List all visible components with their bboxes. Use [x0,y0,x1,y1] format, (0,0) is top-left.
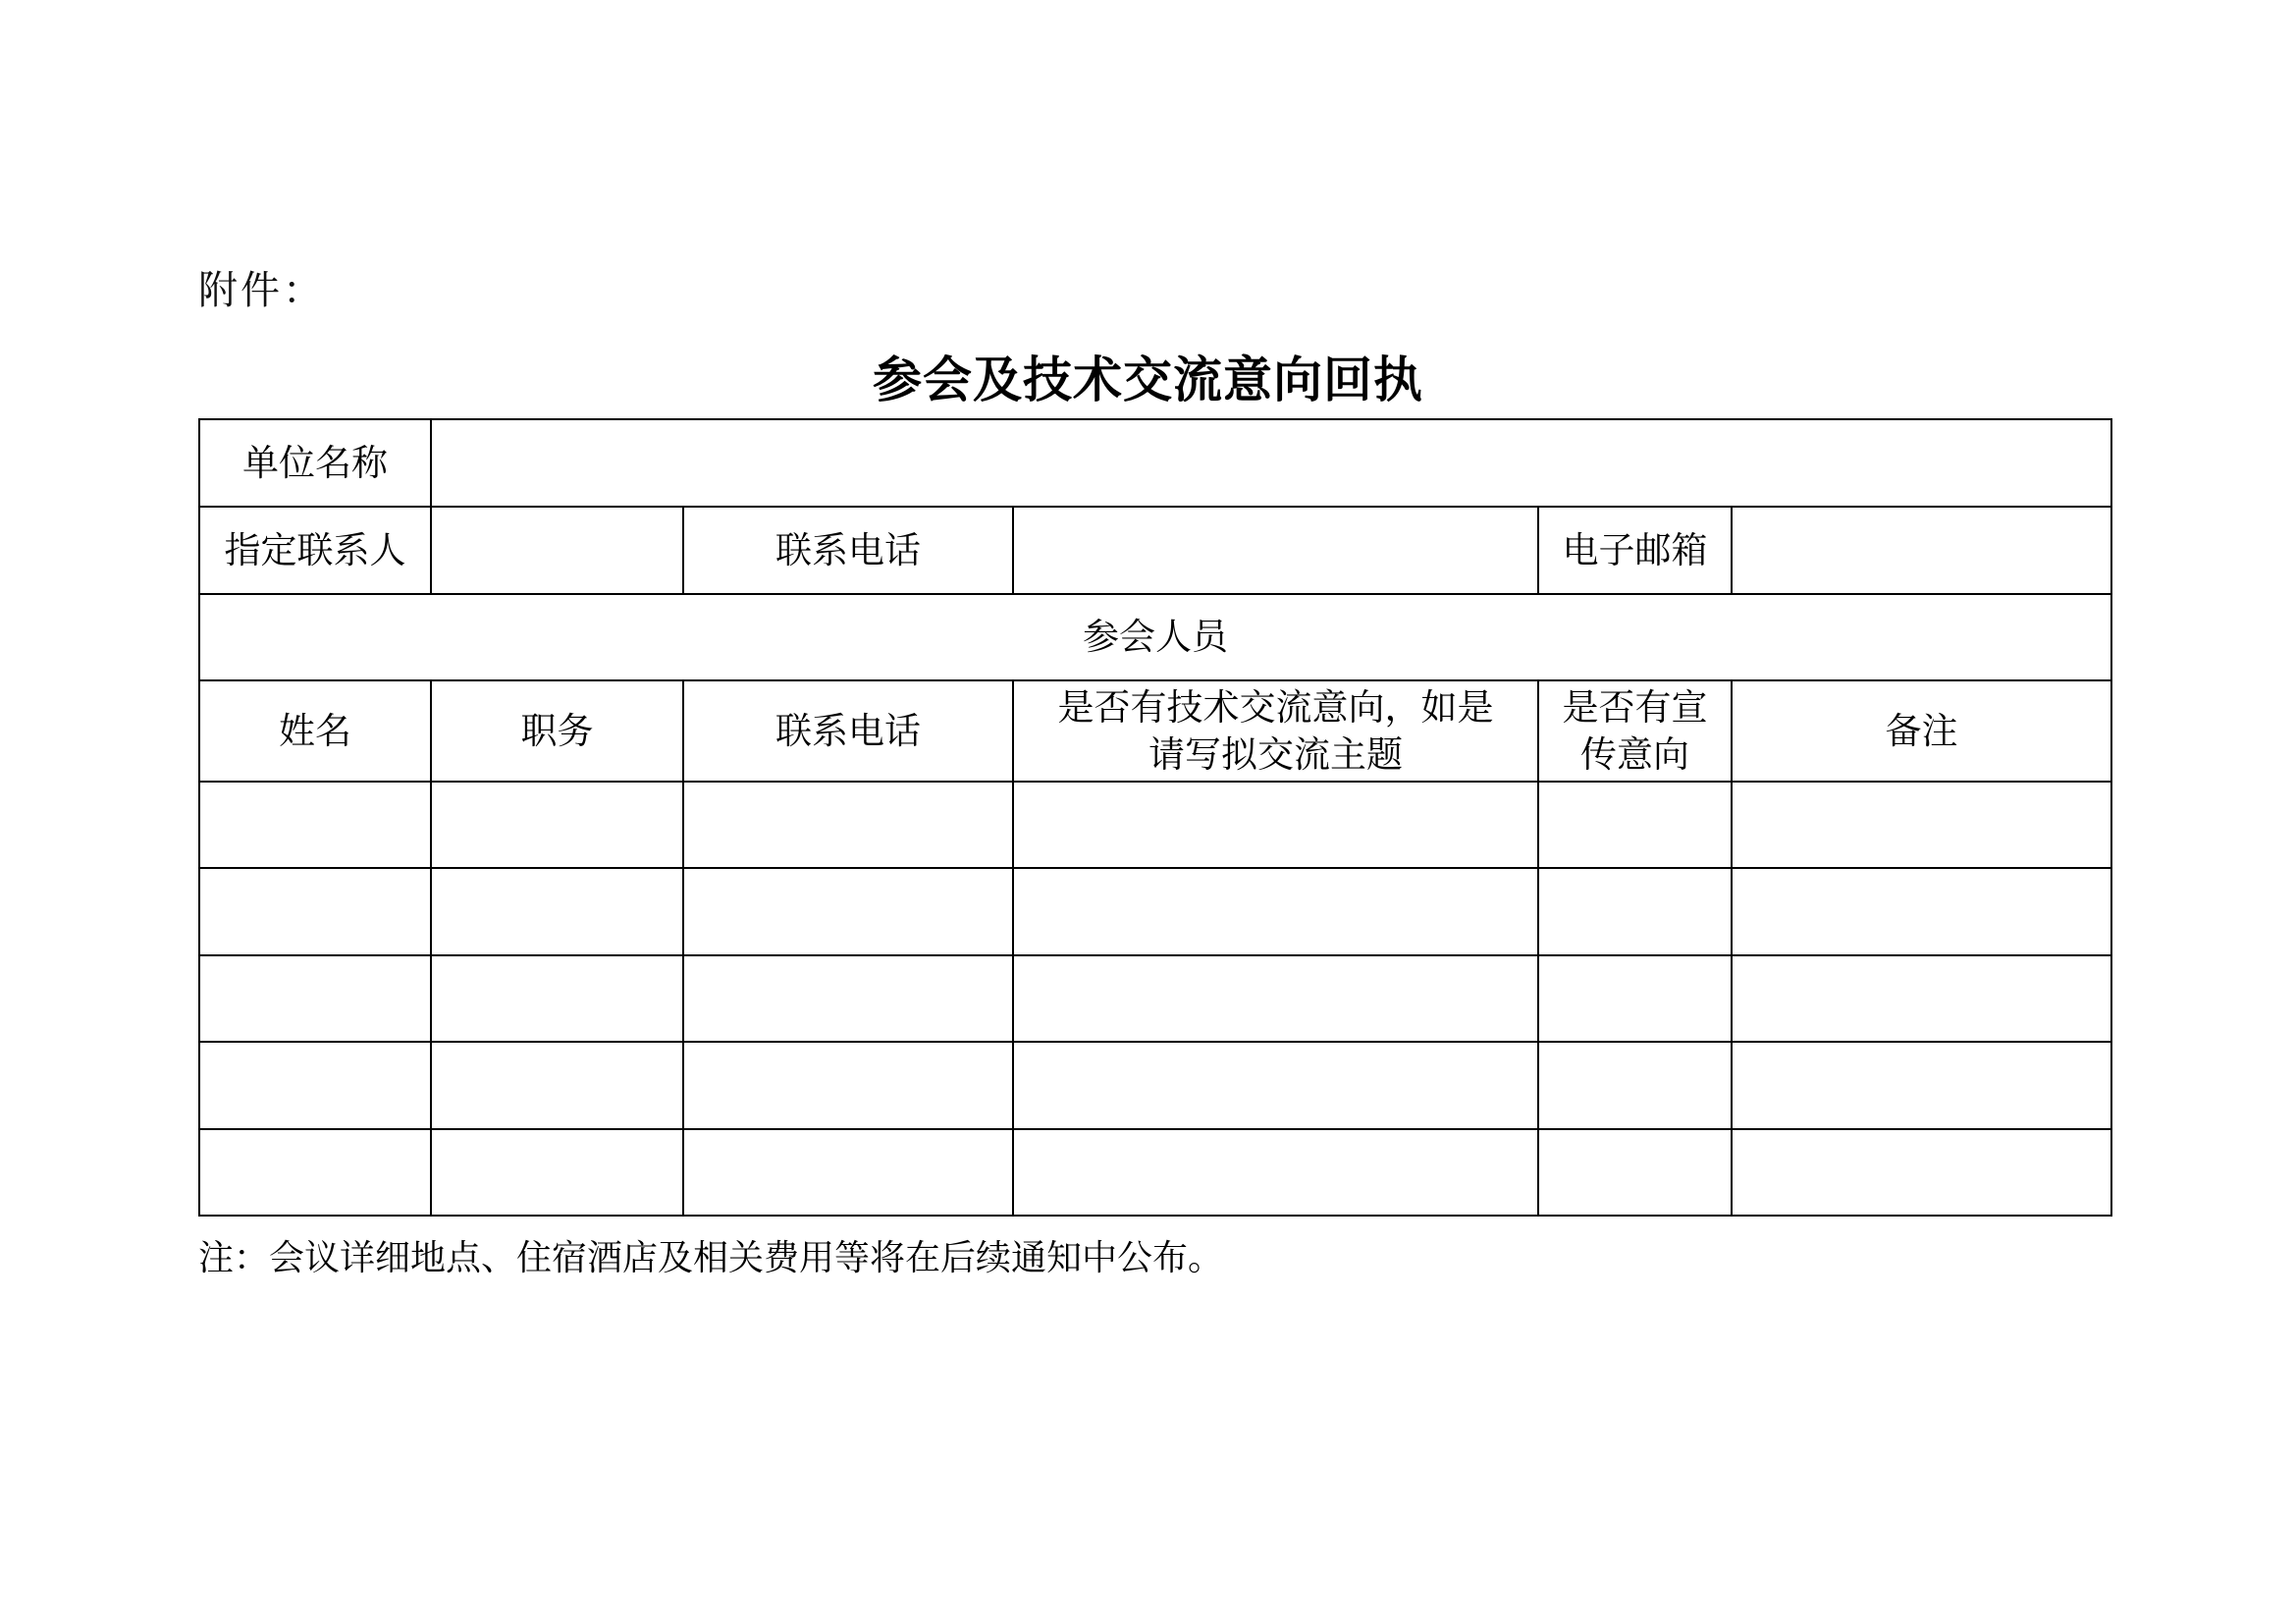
contact-person-label: 指定联系人 [199,507,431,594]
attendee-exchange-topic-cell[interactable] [1013,1042,1538,1129]
unit-name-field[interactable] [431,419,2111,507]
attendee-publicity-cell[interactable] [1538,1129,1732,1216]
footnote: 注：会议详细地点、住宿酒店及相关费用等将在后续通知中公布。 [198,1238,1224,1278]
attendee-publicity-cell[interactable] [1538,1042,1732,1129]
email-field[interactable] [1732,507,2111,594]
unit-name-label: 单位名称 [199,419,431,507]
attendee-position-cell[interactable] [431,955,683,1042]
attendee-position-cell[interactable] [431,868,683,955]
attendee-name-cell[interactable] [199,782,431,868]
attendees-section-label: 参会人员 [199,594,2111,680]
attendee-exchange-topic-cell[interactable] [1013,1129,1538,1216]
attendee-remarks-cell[interactable] [1732,782,2111,868]
attendee-publicity-cell[interactable] [1538,955,1732,1042]
attendee-exchange-topic-cell[interactable] [1013,868,1538,955]
contact-phone-label: 联系电话 [683,507,1013,594]
column-header-row [199,680,2111,782]
attendee-phone-cell[interactable] [683,782,1013,868]
unit-name-row [199,419,2111,507]
column-header-exchange-topic: 是否有技术交流意向，如是请写拟交流主题 [1013,680,1538,782]
attendee-position-cell[interactable] [431,1129,683,1216]
column-header-name: 姓名 [199,680,431,782]
email-label: 电子邮箱 [1538,507,1732,594]
contact-phone-field[interactable] [1013,507,1538,594]
attendee-publicity-cell[interactable] [1538,868,1732,955]
attendee-publicity-cell[interactable] [1538,782,1732,868]
attendee-exchange-topic-cell[interactable] [1013,782,1538,868]
attendee-remarks-cell[interactable] [1732,1129,2111,1216]
attendee-row [199,1129,2111,1216]
column-header-publicity: 是否有宣传意向 [1538,680,1732,782]
attendee-remarks-cell[interactable] [1732,868,2111,955]
attendee-remarks-cell[interactable] [1732,955,2111,1042]
attendee-row [199,955,2111,1042]
attendee-phone-cell[interactable] [683,1129,1013,1216]
attendee-position-cell[interactable] [431,1042,683,1129]
contact-person-field[interactable] [431,507,683,594]
attachment-label: 附件： [198,268,325,313]
attendee-name-cell[interactable] [199,868,431,955]
attendee-phone-cell[interactable] [683,1042,1013,1129]
attendee-row [199,1042,2111,1129]
attendee-remarks-cell[interactable] [1732,1042,2111,1129]
attendee-phone-cell[interactable] [683,955,1013,1042]
column-header-position: 职务 [431,680,683,782]
attendee-name-cell[interactable] [199,1042,431,1129]
attendee-position-cell[interactable] [431,782,683,868]
attendee-name-cell[interactable] [199,1129,431,1216]
receipt-form-table [198,418,2112,1217]
attendee-phone-cell[interactable] [683,868,1013,955]
contact-info-row [199,507,2111,594]
column-header-remarks: 备注 [1732,680,2111,782]
attendee-row [199,782,2111,868]
attendees-section-row [199,594,2111,680]
attendee-exchange-topic-cell[interactable] [1013,955,1538,1042]
attendee-row [199,868,2111,955]
page-title: 参会及技术交流意向回执 [873,352,1423,408]
attendee-name-cell[interactable] [199,955,431,1042]
column-header-phone: 联系电话 [683,680,1013,782]
